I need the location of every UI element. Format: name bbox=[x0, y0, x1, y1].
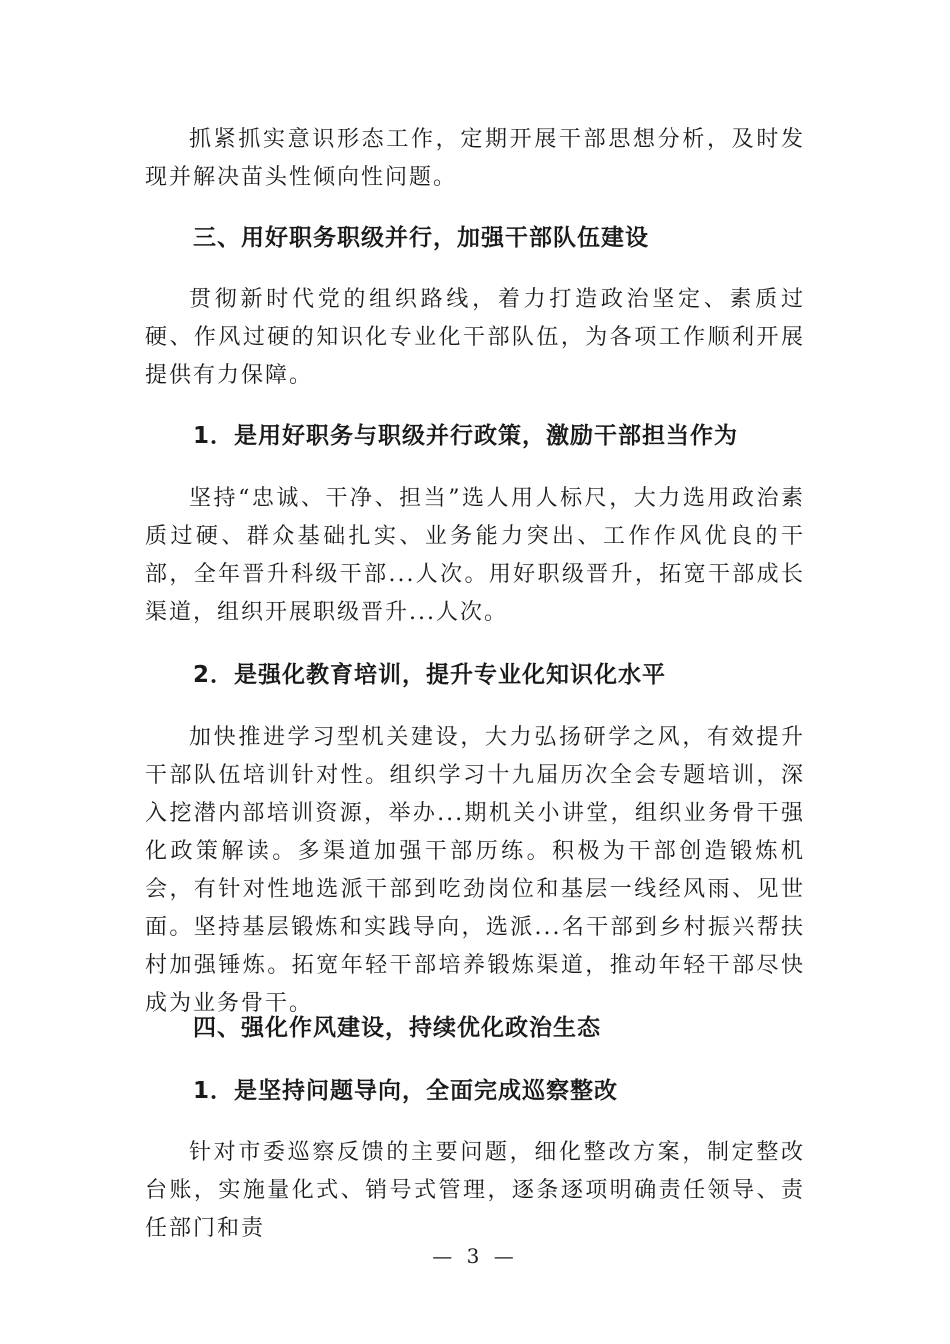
paragraph-ideology: 抓紧抓实意识形态工作，定期开展干部思想分析，及时发现并解决苗头性倾向性问题。 bbox=[145, 127, 805, 190]
paragraph-section-3-intro: 贯彻新时代党的组织路线，着力打造政治坚定、素质过硬、作风过硬的知识化专业化干部队伍，为各项工作顺利开展提供有力保障。 bbox=[145, 287, 805, 388]
paragraph-section-4-1: 针对市委巡察反馈的主要问题，细化整改方案，制定整改台账，实施量化式、销号式管理，逐条逐项明确责任领导、责任部门和责 bbox=[145, 1140, 805, 1241]
heading-section-3-2: 2．是强化教育培训，提升专业化知识化水平 bbox=[193, 662, 667, 688]
heading-section-4-1: 1．是坚持问题导向，全面完成巡察整改 bbox=[193, 1078, 619, 1104]
heading-section-3-1: 1．是用好职务与职级并行政策，激励干部担当作为 bbox=[193, 423, 739, 449]
heading-section-3: 三、用好职务职级并行，加强干部队伍建设 bbox=[193, 225, 649, 251]
paragraph-section-3-2: 加快推进学习型机关建设，大力弘扬研学之风，有效提升干部队伍培训针对性。组织学习十九届历次全会专题培训，深入挖潜内部培训资源，举办...期机关小讲堂，组织业务骨干强化政策解读。多渠道加强干部历练。积极为干部创造锻炼机会，有针对性地选派干部到吃劲岗位和基层一线经风雨、见世面。坚持基层锻炼和实践导向，选派...名干部到乡村振兴帮扶村加强锤炼。拓宽年轻干部培养锻炼渠道，推动年轻干部尽快成为业务骨干。 bbox=[145, 725, 805, 1016]
heading-section-4: 四、强化作风建设，持续优化政治生态 bbox=[193, 1015, 601, 1041]
paragraph-section-3-1: 坚持“忠诚、干净、担当”选人用人标尺，大力选用政治素质过硬、群众基础扎实、业务能力突出、工作作风优良的干部，全年晋升科级干部...人次。用好职级晋升，拓宽干部成长渠道，组织开展职级晋升...人次。 bbox=[145, 486, 805, 625]
page-number: — 3 — bbox=[432, 1244, 518, 1268]
